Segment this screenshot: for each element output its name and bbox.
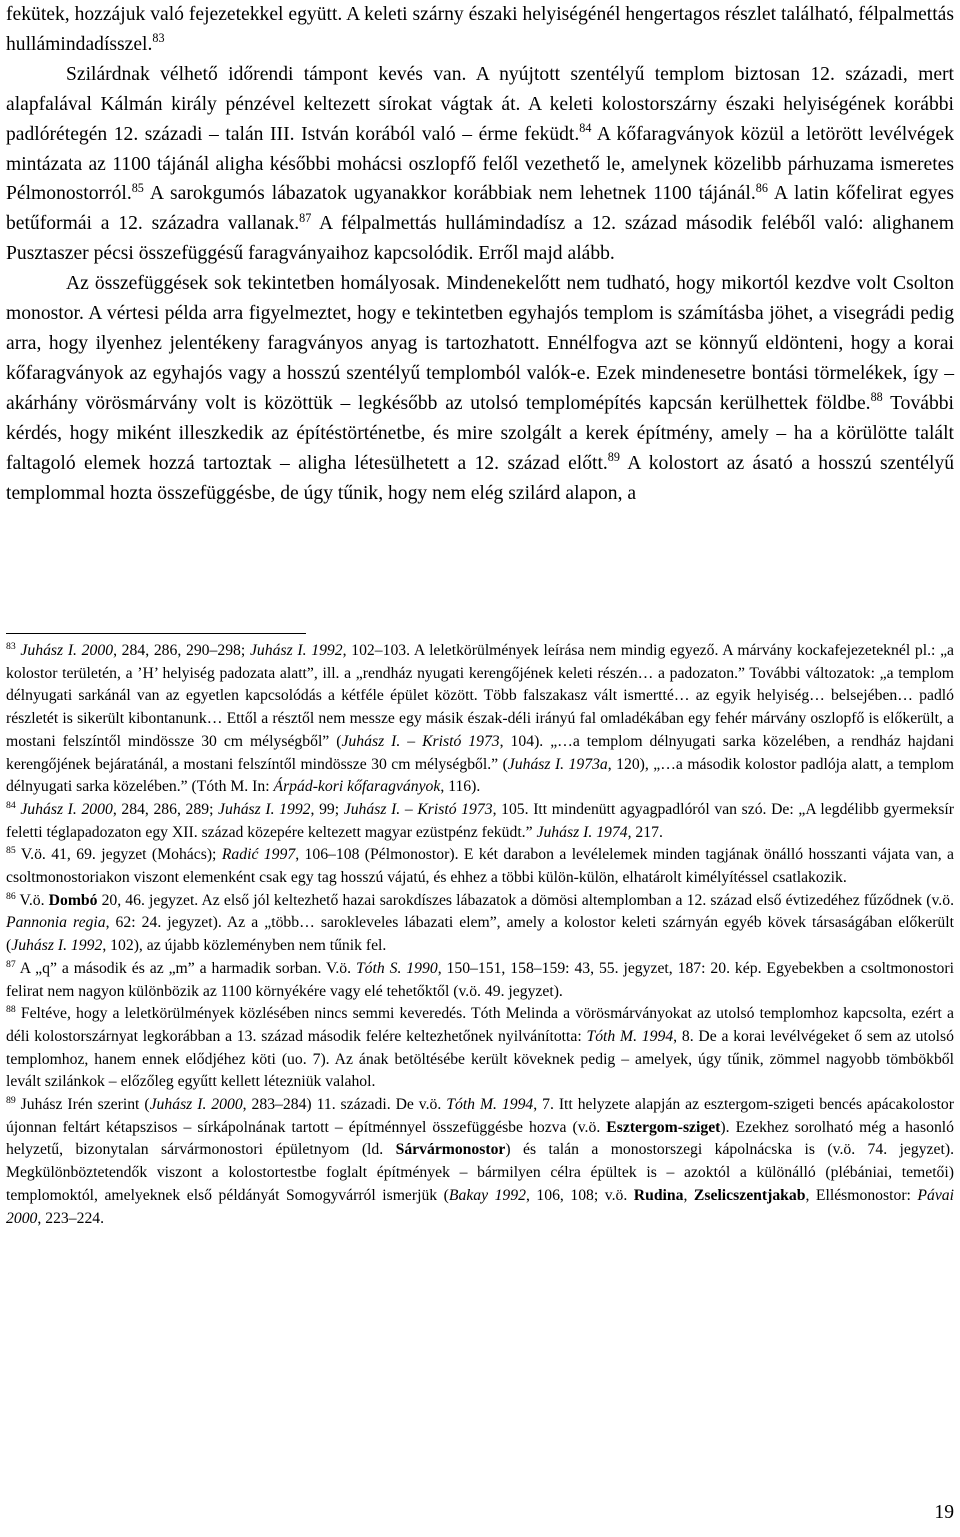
- text-run: , 105. Itt mindenütt agyagpadlóról van szó. De: „A legdélibb gyermeksír feletti téglapadozaton egy XII. század közepére keltezett magyar ezüstpénz feküdt.”: [6, 800, 954, 841]
- text-run: , 106–108 (Pélmonostor). E két darabon a levélelemek minden tagjának önálló hosszanti vájata van, a csoltmonostoriakon viszont elemenként csak egy tag hosszú vájatú, és ehhez a többi külön-külön, elhatárolt kimélyítéssel csatlakozik.: [6, 846, 955, 887]
- text-run: , 223–224.: [37, 1209, 105, 1227]
- footnote-88: [6, 1003, 954, 1094]
- footnote-ref: 85: [131, 180, 144, 195]
- footnote-number: 89: [6, 1095, 16, 1107]
- footnote-number: 87: [6, 958, 16, 970]
- main-text: [6, 0, 954, 508]
- text-run: V.ö. 41, 69. jegyzet (Mohács);: [20, 846, 222, 864]
- text-run: , 283–284) 11. századi. De v.ö.: [242, 1096, 447, 1114]
- text-run: ,: [683, 1186, 694, 1204]
- footnote-ref: 87: [299, 210, 312, 225]
- footnote-separator: [6, 633, 306, 634]
- text-run: A latin kőfelirat egyes betűformái a 12. századra vallanak.: [6, 183, 954, 235]
- text-run: , 104). „…a templom délnyugati sarka közelében, a rendház hajdani kerengőjének bejáratánál, a mostani felszíntől mindössze 30 cm mélységből.” (: [6, 732, 954, 773]
- text-run: , 116).: [440, 778, 481, 796]
- text-run: Feltéve, hogy a leletkörülmények közlésében nincs semmi keveredés. Tóth Melinda a vörösmárványokat az utolsó templomhoz kapcsolta, ezért a déli kolostorszárnyat legkorábban a 13. század második felére keltezhetőnek nyilvánította:: [6, 1005, 954, 1045]
- citation-italic: Juhász I. 1992: [249, 642, 343, 659]
- text-run: , 150–151, 158–159: 43, 55. jegyzet, 187: 20. kép. Egyebekben a csoltmonostori felirat nem nagyon különbözik az 1100 környékére vagy elé tehetőktől (v.ö. 49. jegyzet).: [6, 959, 954, 1000]
- citation-italic: Juhász I. 2000: [20, 800, 113, 818]
- cross-reference-bold: Rudina: [633, 1186, 684, 1204]
- text-run: , 106, 108; v.ö.: [525, 1186, 634, 1204]
- citation-italic: Tóth S. 1990: [355, 959, 438, 977]
- citation-italic: Juhász I. – Kristó 1973: [341, 732, 500, 750]
- text-run: A kőfaragványok közül a letörött levélvégek mintázata az 1100 tájánál aligha későbbi mohácsi oszlopfő felől vezethető le, amelynek közelibb párhuzama ismeretes Pélmonostorról.: [6, 123, 954, 205]
- text-run: További kérdés, hogy miként illeszkedik az építéstörténetbe, és mire szolgált a kerek építmény, amely – ha a körülötte talált faltagoló elemek hozzá tartoztak – aligha létesülhetett a 12. század előtt.: [6, 392, 954, 474]
- text-run: A kolostort az ásató a hosszú szentélyű templommal hozta összefüggésbe, de úgy tűnik, hogy nem elég szilárd alapon, a: [6, 452, 954, 504]
- footnotes: [6, 640, 954, 1230]
- citation-italic: Bakay 1992: [448, 1186, 526, 1204]
- citation-italic: Juhász I. 1992: [11, 937, 103, 955]
- footnote-number: 86: [6, 890, 16, 902]
- text-run: , 284, 286, 289;: [112, 800, 219, 818]
- text-run: fekütek, hozzájuk való fejezetekkel együtt. A keleti szárny északi helyiségénél hengertagos részlet található, félpalmettás hullámindadísszel.: [6, 4, 954, 55]
- cross-reference-bold: Sárvármonostor: [395, 1141, 506, 1159]
- text-run: , 102–103. A leletkörülmények leírása nem mindig egyező. A márvány kockafejezeteknél pl.: „a kolostor területén, a ’H’ helyiség padozata alatt”, ill. a „rendház nyugati kerengőjének keleti részén… a padozaton.” További változatok: „a templom délnyugati sarkánál van az egyetlen kapcsolódás a kétféle épület között. Több falszakasz vált ismertté… az egyik helyiség… belsejében… padló részletét is sikerült kibontanunk… Ettől a résztől nem messze egy másik észak-déli irányú fal omladékában egy fehér márvány oszlopfő is előkerült, a mostani felszíntől mindössze 30 cm mélységből” (: [6, 642, 955, 750]
- citation-italic: Pannonia regia: [6, 914, 106, 932]
- footnote-ref: 86: [755, 180, 768, 195]
- citation-italic: Juhász I. 2000: [149, 1096, 243, 1114]
- page-number: 19: [934, 1502, 954, 1523]
- text-run: A sarokgumós lábazatok ugyanakkor korábbiak nem lehetnek 1100 tájánál.: [143, 183, 756, 205]
- citation-italic: Juhász I. 1992: [218, 800, 311, 818]
- footnote-ref: 83: [152, 31, 165, 46]
- cross-reference-bold: Dombó: [48, 891, 98, 909]
- footnote-number: 88: [6, 1004, 16, 1016]
- footnote-89: [6, 1094, 954, 1230]
- text-run: A „q” a második és az „m” a harmadik sorban. V.ö.: [19, 959, 356, 977]
- footnote-83: [6, 640, 954, 799]
- text-run: , 7. Itt helyzete alapján az esztergom-szigeti bencés apácakolostor újonnan feltárt kétapszisos – sírkápolnának tartott – építménnyel összefüggésbe hozva (v.ö.: [6, 1096, 954, 1136]
- citation-italic: Pávai 2000: [6, 1186, 954, 1227]
- footnote-87: [6, 958, 954, 1003]
- text-run: , 62: 24. jegyzet). Az a „több… sarokleveles lábazati elem”, amely a kolostor keleti szárnyán egyéb kövek társaságában előkerült (: [6, 914, 954, 955]
- text-run: , 120), „…a második kolostor padlója alatt, a templom délnyugati sarka közelében.” (Tóth M. In:: [6, 755, 954, 796]
- footnote-number: 83: [6, 640, 16, 652]
- text-run: Juhász Irén szerint (: [20, 1096, 150, 1114]
- cross-reference-bold: Zselicszentjakab: [693, 1186, 806, 1204]
- text-run: Szilárdnak vélhető időrendi támpont kevés van. A nyújtott szentélyű templom biztosan 12. századi, mert alapfalával Kálmán király pénzével keltezett sírokat vágtak át. A keleti kolostorszárny északi helyiségének korábbi padlórétegén 12. századi – talán III. István korából való – érme feküdt.: [6, 63, 954, 145]
- text-run: , 8. De a korai levélvégeket ő sem az utolsó templomhoz, hanem ennek elődjéhez köti (uo. 7). Az ának betöltésébe került köveknek pedig – amelyek, úgy tűnik, zömmel nagyobb tömbökből levált szilánkok – előzőleg egyűtt kellett létezniük valahol.: [6, 1027, 954, 1091]
- text-run: , Ellésmonostor:: [805, 1186, 918, 1204]
- footnote-86: [6, 890, 954, 958]
- text-run: , 99;: [310, 800, 344, 818]
- text-run: , 217.: [627, 823, 663, 841]
- footnote-ref: 89: [607, 450, 620, 465]
- text-run: ) és talán a monostorszegi kápolnácska is (v.ö. 74. jegyzet). Megkülönböztetendők viszont a kolostortestbe foglalt építmények – bármilyen célra épültek is – azoktól a különálló (plébániai, temetői) templomoktól, amelyeknek első példányát Somogyvárról ismerjük (: [6, 1141, 954, 1204]
- citation-italic: Juhász I. 1973a: [507, 755, 608, 773]
- paragraph: [6, 269, 954, 508]
- citation-italic: Radić 1997: [221, 846, 296, 864]
- citation-italic: Juhász I. 2000: [20, 642, 114, 659]
- footnote-ref: 88: [870, 390, 883, 405]
- text-run: ). Ezekhez sorolható még a hasonló helyzetű, bizonytalan sárvármonostori épületnyom (ld.: [6, 1118, 954, 1159]
- text-run: 20, 46. jegyzet. Az első jól keltezhető hazai sarokdíszes lábazatok a dömösi altemplomban a 12. század első évtizedéhez fűződnek (v.ö.: [97, 891, 954, 909]
- footnote-84: [6, 799, 954, 844]
- footnote-ref: 84: [579, 121, 592, 136]
- text-run: Az összefüggések sok tekintetben homályosak. Mindenekelőtt nem tudható, hogy mikortól kezdve volt Csolton monostor. A vértesi példa arra figyelmeztet, hogy e tekintetben egyhajós templom is számításba jöhet, a visegrádi pedig arra, hogy ilyenhez jelentékeny faragványos anyag is tartozhatott. Ennélfogva azt se könnyű eldönteni, hogy a korai kőfaragványok az egyhajós vagy a hosszú szentélyű templomból valók-e. Ezek mindenesetre bontási törmelékek, így – akárhány vörösmárvány volt is közöttük – legkésőbb az utolsó templomépítés kapcsán kerülhettek földbe.: [6, 273, 954, 414]
- citation-italic: Tóth M. 1994: [446, 1096, 534, 1114]
- text-run: A félpalmettás hullámindadísz a 12. század második feléből való: alighanem Pusztaszer pécsi összefüggésű faragványaihoz kapcsolódik. Erről majd alább.: [6, 213, 954, 265]
- cross-reference-bold: Esztergom-sziget: [606, 1118, 721, 1136]
- citation-italic: Juhász I. 1974: [536, 823, 628, 841]
- footnote-85: [6, 844, 954, 889]
- citation-italic: Tóth M. 1994: [586, 1027, 674, 1045]
- paragraph: [6, 60, 954, 269]
- text-run: , 284, 286, 290–298;: [113, 642, 250, 659]
- citation-italic: Juhász I. – Kristó 1973: [343, 800, 493, 818]
- text-run: V.ö.: [19, 891, 49, 909]
- citation-italic: Árpád-kori kőfaragványok: [273, 778, 441, 796]
- paragraph: [6, 0, 954, 60]
- footnote-number: 85: [6, 845, 16, 857]
- footnote-number: 84: [6, 799, 16, 811]
- text-run: , 102), az újabb közleményben nem tűnik fel.: [102, 937, 387, 955]
